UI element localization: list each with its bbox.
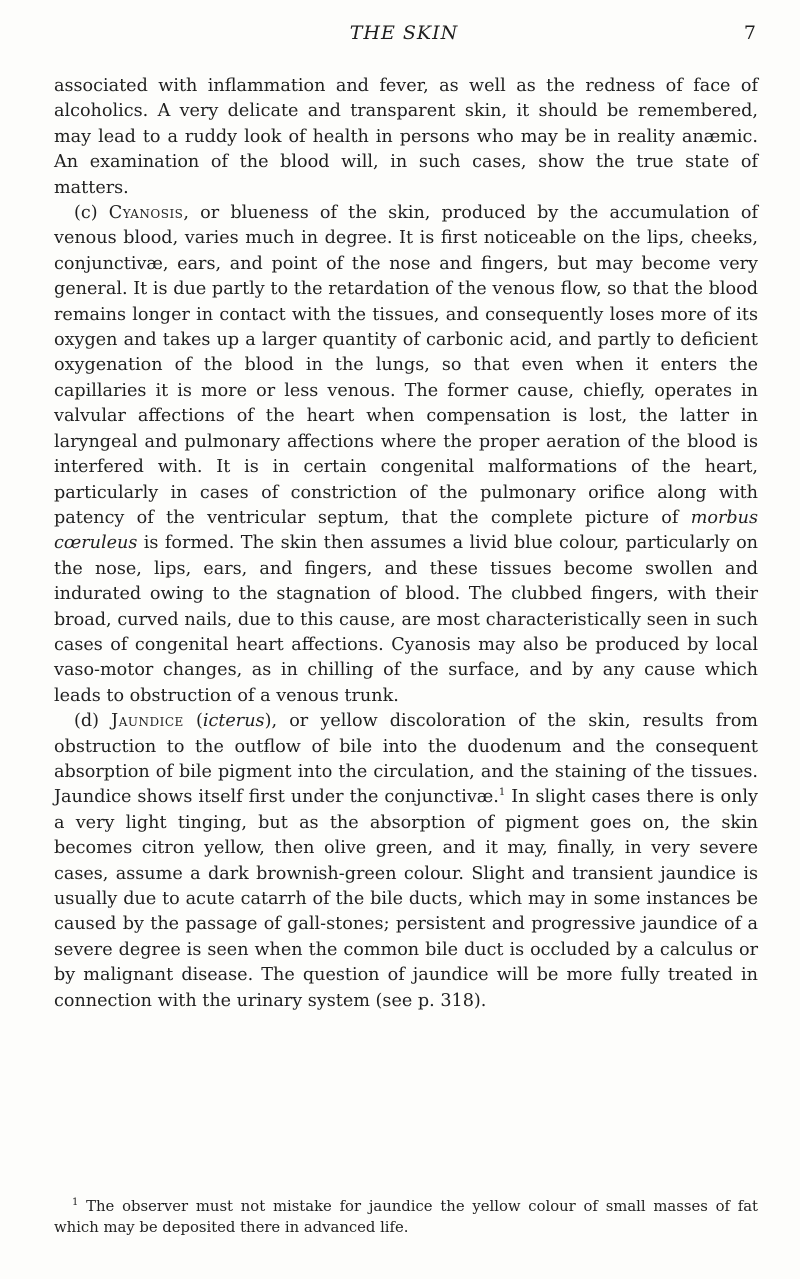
footnote xyxy=(54,1196,758,1238)
paragraph-jaundice: (d) Jaundice (icterus), or yellow discoloration of the skin, results from obstruction to the outflow of bile into the duodenum and the consequent absorption of bile pigment into the circulation, and the staining of the tissues. Jaundice shows itself first under the conjunctivæ.$^1$ In slight cases there is only a very light tinging, but as the absorption of pigment goes on, the skin becomes citron yellow, then olive green, and it may, finally, in very severe cases, assume a dark brownish-green colour. Slight and transient jaundice is usually due to acute catarrh of the bile ducts, which may in some instances be caused by the passage of gall-stones; persistent and progressive jaundice of a severe degree is seen when the common bile duct is occluded by a calculus or by malignant disease. The question of jaundice will be more fully treated in connection with the urinary system (see p. 318). xyxy=(54,711,758,1011)
section-term: Cyanosis xyxy=(108,203,184,224)
section-label: (c) xyxy=(74,203,98,224)
paragraph-text: associated with inflammation and fever, as well as the redness of face of alcoholics. A very delicate and transparent skin, it should be remembered, may lead to a ruddy look of health in persons who may be in reality anæmic. An examination of the blood will, in such cases, show the true state of matters. xyxy=(54,76,758,198)
paragraph-text: , or blueness of the skin, produced by the accumulation of venous blood, varies much in degree. It is first noticeable on the lips, cheeks, conjunctivæ, ears, and point of the nose and fingers, but may become very general. It is due partly to the retardation of the venous flow, so that the blood remains longer in contact with the tissues, and consequently loses more of its oxygen and takes up a larger quantity of carbonic acid, and partly to deficient oxygenation of the blood in the lungs, so that even when it enters the capillaries it is more or less venous. The former cause, chiefly, operates in valvular affections of the heart when compensation is lost, the latter in laryngeal and pulmonary affections where the proper aeration of the blood is interfered with. It is in certain congenital malformations of the heart, particularly in cases of constriction of the pulmonary orifice along with patency of the ventricular septum, that the complete picture of xyxy=(54,203,758,528)
page-number: 7 xyxy=(743,22,756,44)
italic-term: icterus xyxy=(202,711,265,732)
paragraph-text-continued: In slight cases there is only a very light tinging, but as the absorption of pigment goes on, the skin becomes citron yellow, then olive green, and it may, finally, in very severe cases, assume a dark brownish-green colour. Slight and transient jaundice is usually due to acute catarrh of the bile ducts, which may in some instances be caused by the passage of gall-stones; persistent and progressive jaundice of a severe degree is seen when the common bile duct is occluded by a calculus or by malignant disease. The question of jaundice will be more fully treated in connection with the urinary system (see p. 318). xyxy=(54,787,758,1011)
paragraph-text-continued: is formed. The skin then assumes a livid blue colour, particularly on the nose, lips, ears, and fingers, and these tissues become swollen and indurated owing to the stagnation of blood. The clubbed fingers, with their broad, curved nails, due to this cause, are most characteristically seen in such cases of congenital heart affections. Cyanosis may also be produced by local vaso-motor changes, as in chilling of the surface, and by any cause which leads to obstruction of a venous trunk. xyxy=(54,533,758,706)
section-label: (d) xyxy=(74,711,99,732)
footnote-marker: 1 xyxy=(72,1197,79,1209)
running-head xyxy=(52,12,756,48)
footnote-reference: 1 xyxy=(498,787,506,799)
paragraph-cyanosis xyxy=(54,201,758,709)
section-term: Jaundice xyxy=(111,711,184,732)
running-title: THE SKIN xyxy=(349,22,459,44)
paragraph-continuation xyxy=(54,74,758,201)
paragraph-text: , or yellow discoloration of the skin, results from obstruction to the outflow of bile into the duodenum and the consequent absorption of bile pigment into the circulation, and the staining of the tissues. Jaundice shows itself first under the conjunctivæ. xyxy=(54,711,758,808)
italic-term: morbus cœruleus xyxy=(54,507,758,554)
body-text xyxy=(54,74,758,1014)
footnote-text: The observer must not mistake for jaundice the yellow colour of small masses of fat which may be deposited there in advanced life. xyxy=(54,1198,758,1236)
